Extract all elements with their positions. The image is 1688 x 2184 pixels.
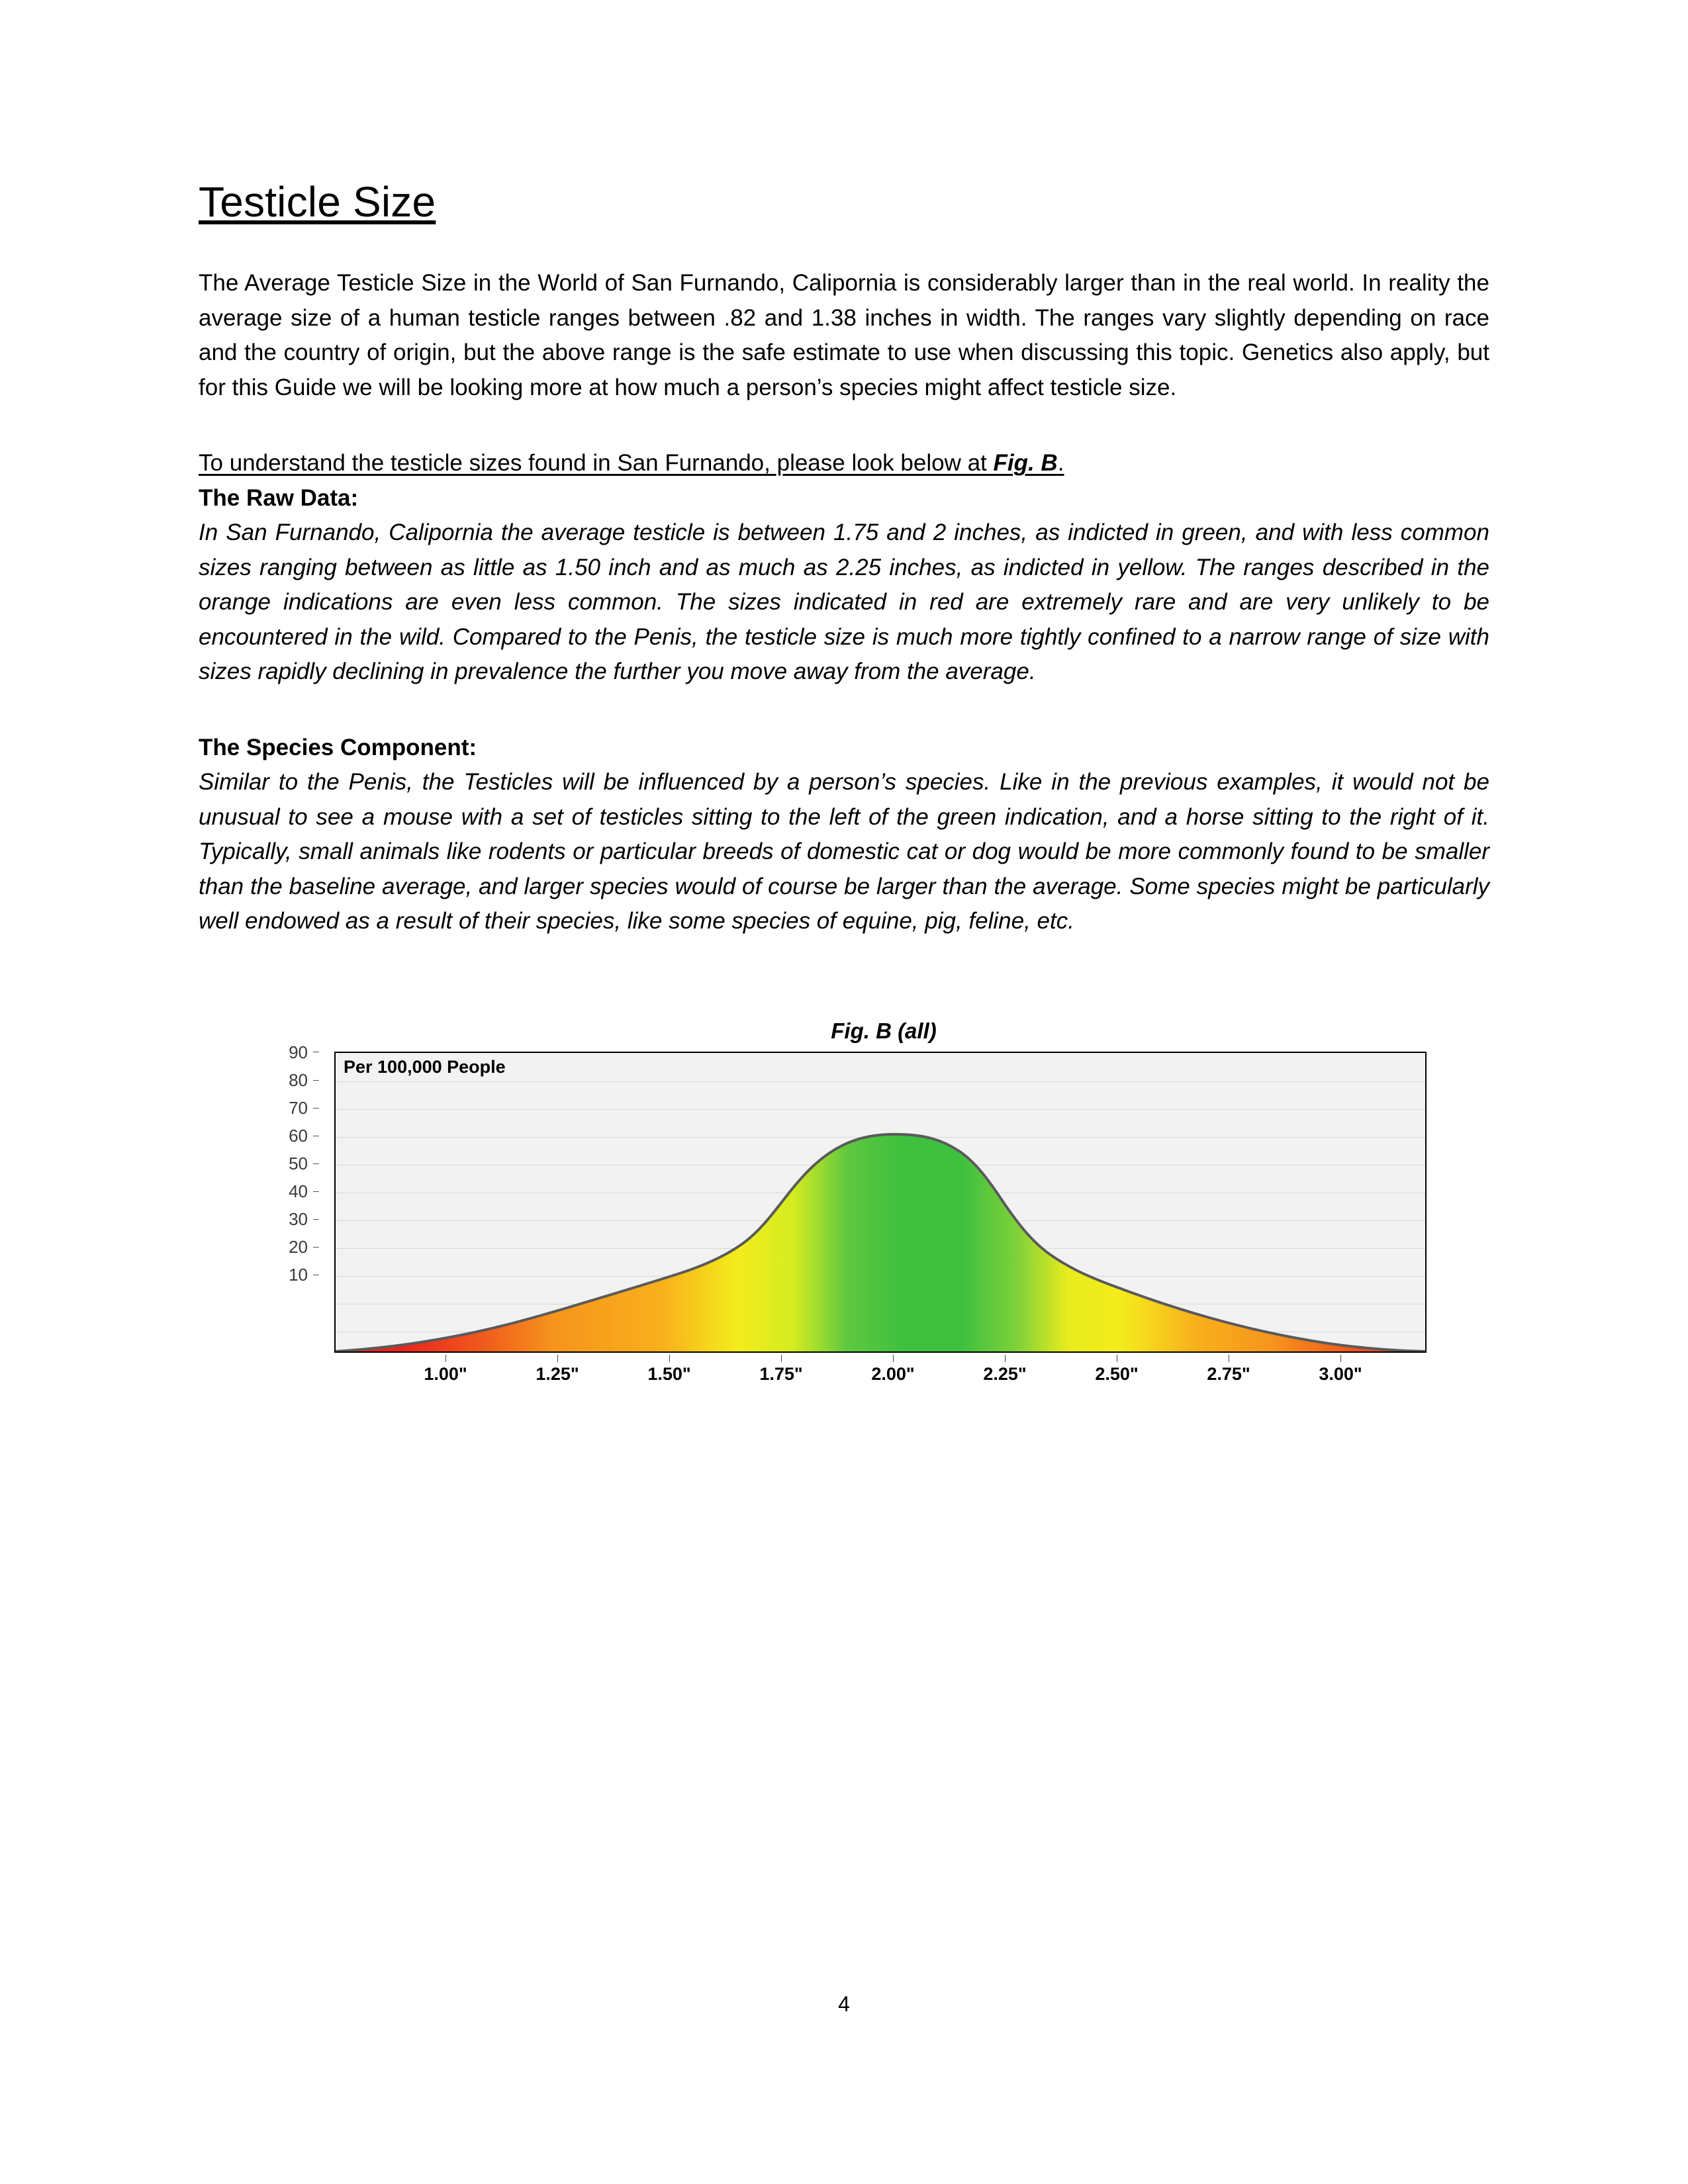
section-heading-raw-data: The Raw Data: [199,484,359,511]
x-axis [334,1355,1427,1388]
y-tick-label-70: 70 [289,1097,308,1118]
x-tick-label-3: 1.50" [647,1363,691,1384]
lead-in-prefix: To understand the testicle sizes found in San Furnando, please look below at [199,450,994,477]
chart-y-axis-caption: Per 100,000 People [344,1056,506,1077]
page-number: 4 [838,1992,850,2016]
x-tick-label-1: 1.00" [424,1363,467,1384]
y-tick-label-90: 90 [289,1042,308,1062]
distribution-curve [336,1053,1425,1351]
intro-paragraph: The Average Testicle Size in the World of San Furnando, Calipornia is considerably larger than in the real world. In reality the average size of a human testicle ranges between .82 and 1.38 inches in width. The ranges vary slightly depending on race and the country of origin, but the above range is the safe estimate to use when discussing this topic. Genetics also apply, but for this Guide we will be looking more at how much a person’s species might affect testicle size. [199,270,1489,400]
chart-plot-area [334,1052,1427,1353]
y-tick-mark-50 [313,1163,319,1164]
y-tick-label-50: 50 [289,1153,308,1173]
figure-b [199,1019,1489,1383]
x-tick-label-4: 1.75" [759,1363,803,1384]
x-tick-label-5: 2.00" [871,1363,915,1384]
y-tick-mark-80 [313,1080,319,1081]
y-tick-label-40: 40 [289,1181,308,1201]
y-tick-mark-70 [313,1108,319,1109]
figure-title: Fig. B (all) [831,1018,937,1043]
page-title: Testicle Size [199,178,436,226]
document-content [199,179,1489,1383]
y-tick-label-80: 80 [289,1069,308,1090]
y-tick-mark-20 [313,1247,319,1248]
y-tick-label-20: 20 [289,1236,308,1257]
x-tick-label-2: 1.25" [536,1363,579,1384]
figure-lead-in [199,446,1489,481]
y-tick-mark-30 [313,1219,319,1220]
y-tick-mark-40 [313,1191,319,1192]
x-tick-label-9: 3.00" [1319,1363,1362,1384]
x-tick-label-8: 2.75" [1207,1363,1250,1384]
section-heading-species-component: The Species Component: [199,734,477,760]
x-tick-label-7: 2.50" [1095,1363,1139,1384]
section-text-raw-data: In San Furnando, Calipornia the average testicle is between 1.75 and 2 inches, as indicted in green, and with less common sizes ranging between as little as 1.50 inch and as much as 2.25 inches, as indicted in yellow. The ranges described in the orange indications are even less common. The sizes indicated in red are extremely rare and are very unlikely to be encountered in the wild. Compared to the Penis, the testicle size is much more tightly confined to a narrow range of size with sizes rapidly declining in prevalence the further you move away from the average. [199,520,1489,685]
section-text-species-component: Similar to the Penis, the Testicles will be influenced by a person’s species. Like in the previous examples, it would not be unusual to see a mouse with a set of testicles sitting to the left of the green indication, and a horse sitting to the right of it. Typically, small animals like rodents or particular breeds of domestic cat or dog would be more commonly found to be smaller than the baseline average, and larger species would of course be larger than the average. Some species might be particularly well endowed as a result of their species, like some species of equine, pig, feline, etc. [199,769,1489,934]
lead-in-suffix: . [1057,450,1064,477]
y-tick-label-30: 30 [289,1208,308,1229]
x-tick-label-6: 2.25" [983,1363,1027,1384]
y-tick-label-10: 10 [289,1264,308,1285]
y-tick-label-60: 60 [289,1125,308,1146]
chart-area [261,1042,1427,1384]
figure-reference: Fig. B [993,450,1058,477]
